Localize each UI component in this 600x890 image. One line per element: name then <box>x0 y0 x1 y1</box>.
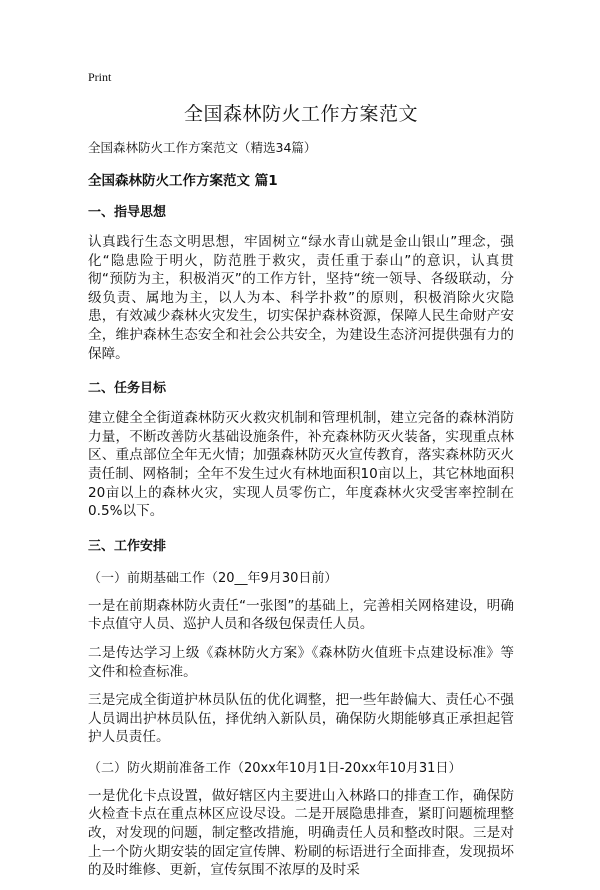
paragraph: 一是优化卡点设置，做好辖区内主要进山入林路口的排查工作，确保防火检查卡点在重点林区应设尽设。二是开展隐患排查，紧盯问题梳理整改，对发现的问题，制定整改措施，明确责任人员和整改时限。三是对上一个防火期安装的固定宣传牌、粉刷的标语进行全面排查，发现损坏的及时维修、更新，宣传氛围不浓厚的及时采 <box>88 787 514 879</box>
paragraph: 一是在前期森林防火责任“一张图”的基础上，完善相关网格建设，明确卡点值守人员、巡护人员和各级包保责任人员。 <box>88 597 514 633</box>
article-heading: 全国森林防火工作方案范文 篇1 <box>88 173 278 189</box>
document-page <box>88 70 514 890</box>
paragraph: 二是传达学习上级《森林防火方案》《森林防火值班卡点建设标准》等文件和检查标准。 <box>88 644 514 680</box>
print-label[interactable]: Print <box>88 70 112 84</box>
subsection-title: （二）防火期前准备工作（20xx年10月1日-20xx年10月31日） <box>88 760 462 776</box>
paragraph: 建立健全全街道森林防灭火救灾机制和管理机制，建立完备的森林消防力量，不断改善防火基础设施条件，补充森林防灭火装备，实现重点林区、重点部位全年无火情；加强森林防灭火宣传教育，落实森林防灭火责任制、网格制；全年不发生过火有林地面积10亩以上，其它林地面积20亩以上的森林火灾，实现人员零伤亡，年度森林火灾受害率控制在0.5%以下。 <box>88 410 514 520</box>
paragraph: 认真践行生态文明思想，牢固树立“绿水青山就是金山银山”理念，强化“隐患险于明火，防范胜于救灾，责任重于泰山”的意识，认真贯彻“预防为主，积极消灭”的工作方针，坚持“统一领导、各级联动，分级负责、属地为主，以人为本、科学扑救”的原则，积极消除火灾隐患，有效减少森林火灾发生，切实保护森林资源，保障人民生命财产安全，维护森林生态安全和社会公共安全，为建设生态济河提供强有力的保障。 <box>88 234 514 362</box>
paragraph: 三是完成全街道护林员队伍的优化调整，把一些年龄偏大、责任心不强人员调出护林员队伍，择优纳入新队员，确保防火期能够真正承担起管护人员责任。 <box>88 692 514 746</box>
document-subtitle: 全国森林防火工作方案范文（精选34篇） <box>88 140 317 155</box>
subsection-title: （一）前期基础工作（20__年9月30日前） <box>88 570 338 586</box>
section-heading: 三、工作安排 <box>88 538 167 554</box>
section-heading: 二、任务目标 <box>88 381 167 397</box>
document-title: 全国森林防火工作方案范文 <box>183 103 418 125</box>
section-heading: 一、指导思想 <box>88 205 167 220</box>
